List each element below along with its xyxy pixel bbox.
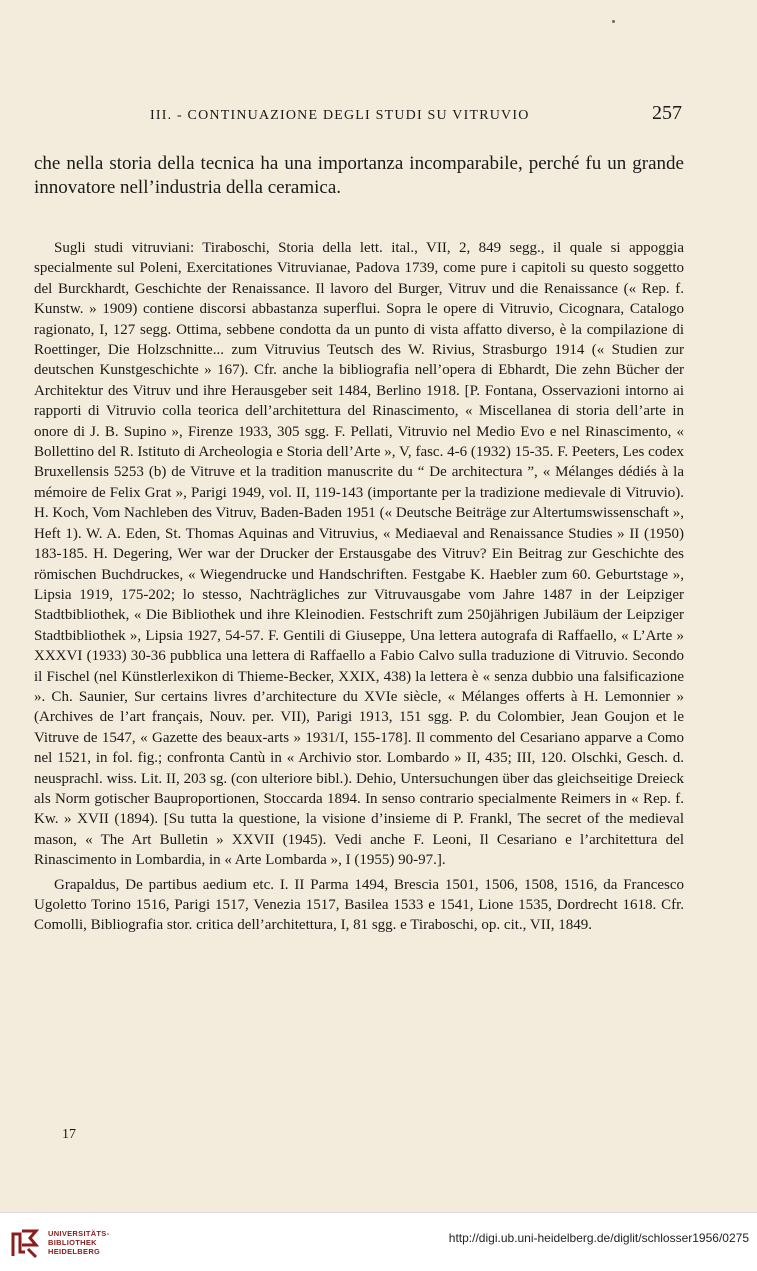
note-paragraph-grapaldus: Grapaldus, De partibus aedium etc. I. II Parma 1494, Brescia 1501, 1506, 1508, 1516, da Francesco Ugoletto Torino 1516, Parigi 1517, Venezia 1517, Basilea 1533 e 1541, Lione 1535, Dordrecht 1618. Cfr. Comolli, Bibliografia stor. critica dell’architettura, I, 81 sgg. e Tiraboschi, op. cit., VII, 1849. [34, 876, 684, 934]
signature-mark: 17 [62, 1127, 76, 1142]
library-logo-icon [8, 1226, 42, 1262]
page-url-link[interactable]: http://digi.ub.uni-heidelberg.de/diglit/schlosser1956/0275 [448, 1231, 749, 1245]
library-logo[interactable] [8, 1226, 168, 1264]
bibliographic-notes [34, 238, 684, 936]
page-number: 257 [652, 102, 682, 124]
body-paragraph: che nella storia della tecnica ha una importanza incomparabile, perché fu un grande innovatore nell’industria della ceramica. [34, 153, 684, 198]
library-name: UNIVERSITÄTS- BIBLIOTHEK HEIDELBERG [48, 1229, 110, 1256]
page-header [150, 102, 692, 126]
running-head: III. - CONTINUAZIONE DEGLI STUDI SU VITRUVIO [150, 108, 530, 123]
viewer-footer [0, 1212, 757, 1271]
speck-mark [612, 20, 615, 23]
note-paragraph-vitruvius: Sugli studi vitruviani: Tiraboschi, Storia della lett. ital., VII, 2, 849 segg., il quale si appoggia specialmente sul Poleni, Exercitationes Vitruvianae, Padova 1739, come pure i capitoli su questo soggetto del Burckhardt, Geschichte der Renaissance. Il lavoro del Burger, Vitruv und die Renaissance (« Rep. f. Kunstw. » 1909) contiene discorsi abbastanza superflui. Sopra le opere di Vitruvio, Cicognara, Catalogo ragionato, I, 127 segg. Ottima, sebbene condotta da un punto di vista affatto diverso, è la compilazione di Roettinger, Die Holzschnitte... zum Vitruvius Teutsch des W. Rivius, Strasburgo 1914 (« Studien zur deutschen Kunstgeschichte » 167). Cfr. anche la bibliografia nell’opera di Ebhardt, Die zehn Bücher der Architektur des Vitruv und ihre Herausgeber seit 1484, Berlino 1918. [P. Fontana, Osservazioni intorno ai rapporti di Vitruvio colla teorica dell’architettura del Rinascimento, « Miscellanea di storia dell’arte in onore di J. B. Supino », Firenze 1933, 305 sgg. F. Pellati, Vitruvio nel Medio Evo e nel Rinascimento, « Bollettino del R. Istituto di Archeologia e Storia dell’Arte », V, fasc. 4-6 (1932) 15-35. F. Peeters, Les codex Bruxellensis 5253 (b) de Vitruve et la tradition manuscrite du “ De architectura ”, « Mélanges dédiés à la mémoire de Felix Grat », Parigi 1949, vol. II, 119-143 (importante per la tradizione medievale di Vitruvio). H. Koch, Vom Nachleben des Vitruv, Baden-Baden 1951 (« Deutsche Beiträge zur Altertumswissenschaft », Heft 1). W. A. Eden, St. Thomas Aquinas and Vitruvius, « Mediaeval and Renaissance Studies » II (1950) 183-185. H. Degering, Wer war der Drucker der Erstausgabe des Vitruv? Ein Beitrag zur Geschichte des römischen Buchdruckes, « Wiegendrucke und Handschriften. Festgabe K. Haebler zum 60. Geburtstage », Lipsia 1919, 175-202; lo stesso, Nachträgliches zur Vitruvausgabe vom Jahre 1487 in der Leipziger Stadtbibliothek, « Die Bibliothek und ihre Kleinodien. Festschrift zum 250jährigen Jubiläum der Leipziger Stadtbibliothek », Lipsia 1927, 54-57. F. Gentili di Giuseppe, Una lettera autografa di Raffaello, « L’Arte » XXXVI (1933) 30-36 pubblica una lettera di Raffaello a Fabio Calvo sulla traduzione di Vitruvio. Secondo il Fischel (nel Künstlerlexikon di Thieme-Becker, XXIX, 438) la lettera è « senza dubbio una falsificazione ». Ch. Saunier, Sur certains livres d’architecture du XVIe siècle, « Mélanges offerts à H. Lemonnier » (Archives de l’art français, Nouv. per. VII), Parigi 1913, 151 sgg. P. du Colombier, Jean Goujon et le Vitruve de 1547, « Gazette des beaux-arts » 1931/I, 155-178]. Il commento del Cesariano apparve a Como nel 1521, in fol. fig.; confronta Cantù in « Archivio stor. Lombardo » II, 435; III, 120. Olschki, Gesch. d. neusprachl. wiss. Lit. II, 203 sg. (con ulteriore bibl.). Dehio, Untersuchungen über das gleichseitige Dreieck als Norm gotischer Bauproportionen, Stoccarda 1894. In senso contrario specialmente Reimers in « Rep. f. Kw. » XVII (1894). [Su tutta la questione, la visione d’insieme di P. Frankl, The secret of the medieval mason, « The Art Bulletin » XXVII (1945). Vedi anche F. Leoni, Il Cesariano e l’architettura del Rinascimento in Lombardia, in « Arte Lombarda », I (1955) 90-97.]. [34, 240, 684, 869]
